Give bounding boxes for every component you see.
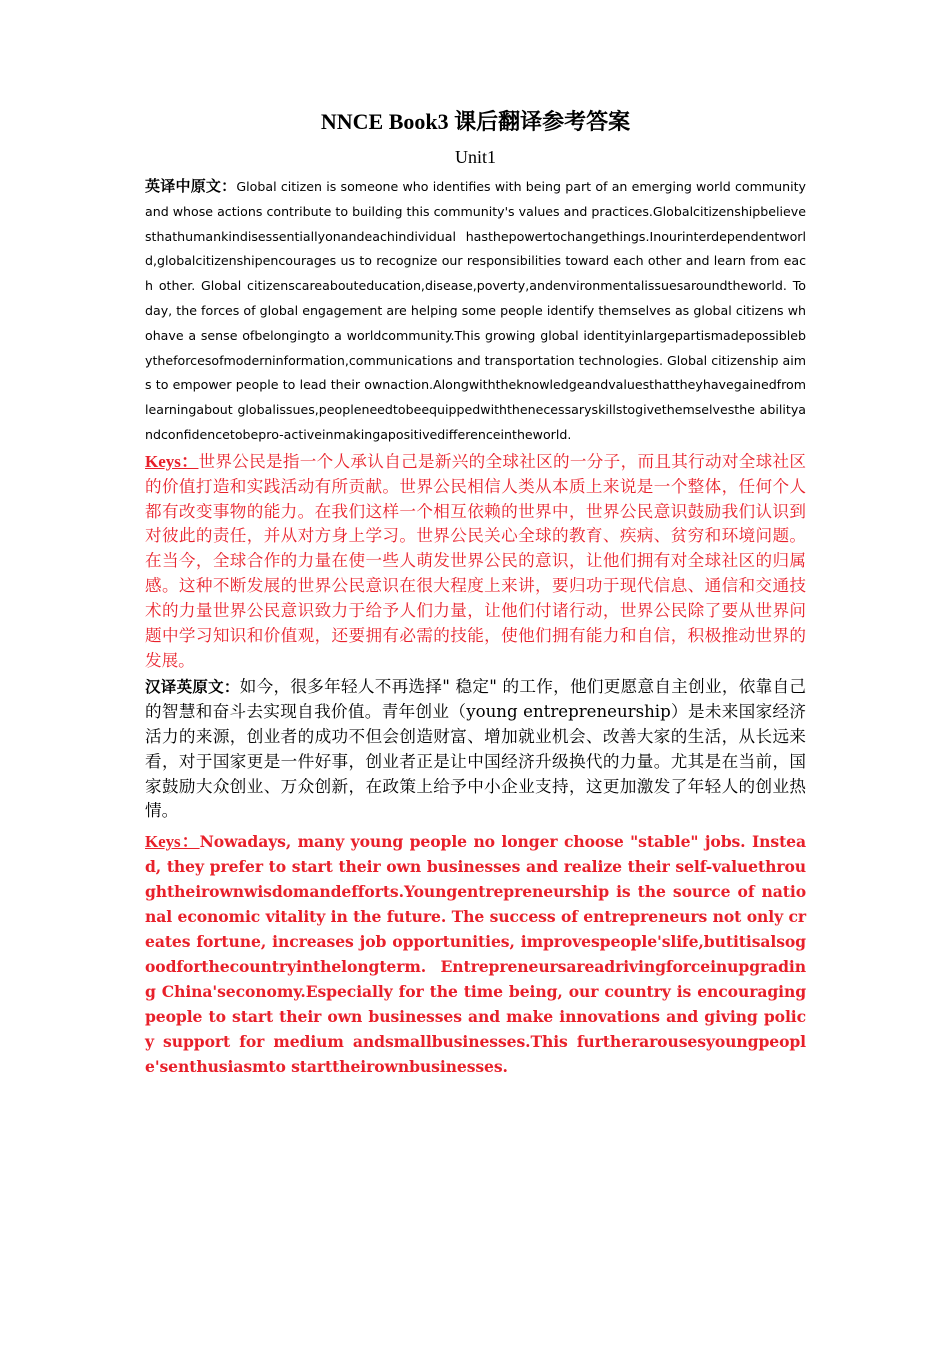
- en-to-zh-source-label: 英译中原文：: [145, 177, 237, 195]
- zh-to-en-source-label: 汉译英原文：: [145, 677, 240, 696]
- zh-to-en-keys-label: Keys：: [145, 832, 200, 852]
- en-to-zh-source-paragraph: [145, 174, 806, 448]
- en-to-zh-answer-paragraph: [145, 450, 806, 674]
- zh-to-en-source-text: 如今，很多年轻人不再选择" 稳定" 的工作，他们更愿意自主创业，依靠自己的智慧和奋斗去实现自我价值。青年创业（young entrepreneurship）是未来国家经济活力的来源，创业者的成功不但会创造财富、增加就业机会、改善大家的生活，从长远来看，对于国家更是一件好事，创业者正是让中国经济升级换代的力量。尤其是在当前，国家鼓励大众创业、万众创新，在政策上给予中小企业支持，这更加激发了年轻人的创业热情。: [145, 676, 806, 821]
- zh-to-en-source-paragraph: [145, 675, 806, 824]
- en-to-zh-answer-text: 世界公民是指一个人承认自己是新兴的全球社区的一分子，而且其行动对全球社区的价值打造和实践活动有所贡献。世界公民相信人类从本质上来说是一个整体，任何个人都有改变事物的能力。在我们这样一个相互依赖的世界中，世界公民意识鼓励我们认识到对彼此的责任，并从对方身上学习。世界公民关心全球的教育、疾病、贫穷和环境问题。在当今，全球合作的力量在使一些人萌发世界公民的意识，让他们拥有对全球社区的归属感。这种不断发展的世界公民意识在很大程度上来讲，要归功于现代信息、通信和交通技术的力量世界公民意识致力于给予人们力量，让他们付诸行动，世界公民除了要从世界问题中学习知识和价值观，还要拥有必需的技能，使他们拥有能力和自信，积极推动世界的发展。: [145, 451, 806, 671]
- document-title: NNCE Book3 课后翻译参考答案: [320, 109, 631, 134]
- zh-to-en-answer-text: Nowadays, many young people no longer choose "stable" jobs. Instead, they prefer to start their own businesses and realize their self-valuethroughtheirownwisdomandefforts.Youngentrepreneurship is the source of national economic vitality in the future. The success of entrepreneurs not only creates fortune, increases job opportunities, improvespeople'slife,butitisalsogoodforthecountryinthelongterm. Entrepreneursareadrivingforceinupgrading China'seconomy.Especially for the time being, our country is encouraging people to start their own businesses and make innovations and giving policy support for medium andsmallbusinesses.This furtherarousesyoungpeople'senthusiasmto starttheirownbusinesses.: [145, 832, 806, 1076]
- document-content: [145, 104, 806, 1079]
- unit-heading: Unit1: [454, 147, 496, 167]
- en-to-zh-keys-label: Keys：: [145, 451, 199, 471]
- zh-to-en-answer-paragraph: [145, 830, 806, 1079]
- en-to-zh-source-text: Global citizen is someone who identifies with being part of an emerging world community and whose actions contribute to building this community's values and practices.Globalcitizenshipbelievesthathumankindisessentiallyonandeachindividual hasthepowertochangethings.Inourinterdependentworld,globalcitizenshipencourages us to recognize our responsibilities toward each other and learn from each other. Global citizenscareabouteducation,disease,poverty,andenvironmentalissuesaroundtheworld. Today, the forces of global engagement are helping some people identify themselves as global citizens whohave a sense ofbelongingto a worldcommunity.This growing global identityinlargepartismadepossiblebytheforcesofmoderninformation,communications and transportation technologies. Global citizenship aims to empower people to lead their ownaction.Alongwiththeknowledgeandvaluesthattheyhavegainedfromlearningabout globalissues,peopleneedtobeequippedwiththenecessaryskillstogivethemselvesthe abilityandconfidencetobepro-activeinmakingapositivedifferenceintheworld.: [145, 179, 806, 442]
